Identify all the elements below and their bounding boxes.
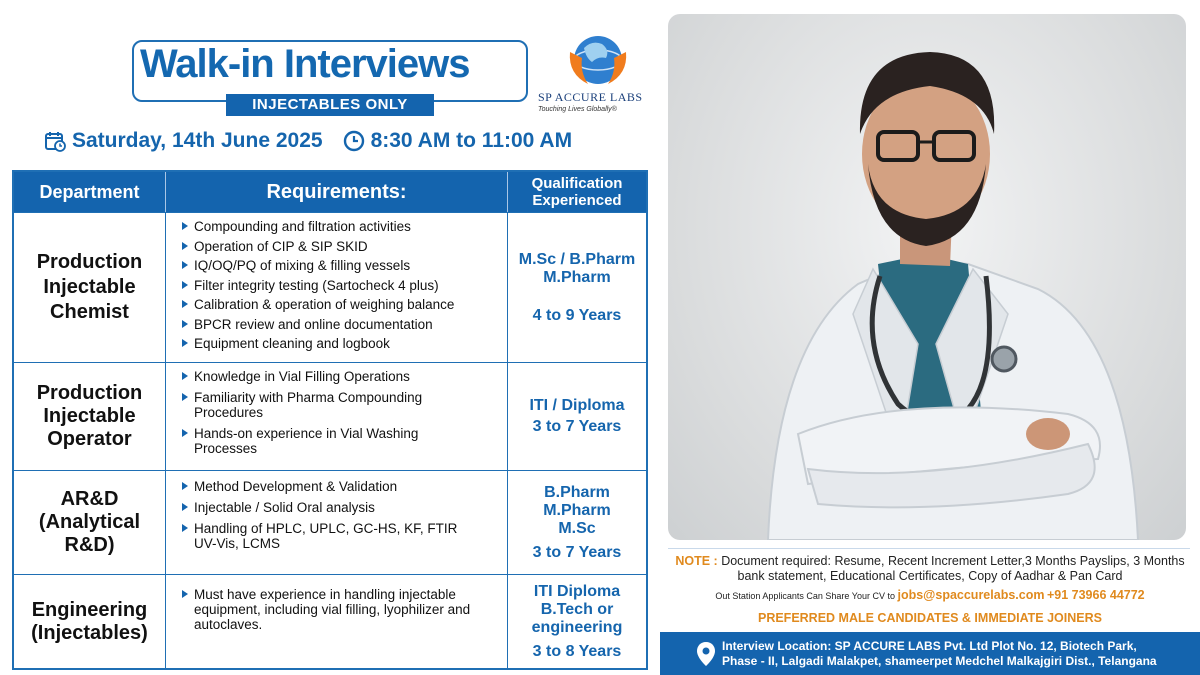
experience-text: 3 to 8 Years	[532, 642, 622, 660]
share-text: Out Station Applicants Can Share Your CV to	[715, 591, 895, 601]
clock-icon	[343, 130, 365, 152]
page-title: Walk-in Interviews	[140, 42, 470, 86]
table-row	[14, 470, 646, 574]
requirement-item: Operation of CIP & SIP SKID	[182, 239, 507, 254]
qualification-cell	[508, 363, 646, 470]
table-row	[14, 362, 646, 470]
qualification-cell	[508, 471, 646, 574]
note-label: NOTE :	[675, 554, 718, 568]
experience-text: 3 to 7 Years	[532, 418, 622, 435]
requirements-cell	[166, 575, 508, 668]
subtitle-banner: INJECTABLES ONLY	[226, 94, 434, 116]
requirement-item: Hands-on experience in Vial Washing Processes	[182, 426, 422, 456]
qualification-text: B.Pharm M.Pharm M.Sc	[543, 483, 611, 537]
department-cell: Engineering (Injectables)	[14, 575, 166, 668]
doctor-photo	[668, 14, 1186, 540]
note-divider	[668, 548, 1190, 549]
table-row	[14, 574, 646, 668]
requirement-item: BPCR review and online documentation	[182, 317, 507, 332]
doctor-illustration	[668, 14, 1186, 540]
requirement-item: Knowledge in Vial Filling Operations	[182, 369, 507, 384]
requirement-item: Familiarity with Pharma Compounding Procedures	[182, 390, 462, 420]
note-text	[668, 554, 1192, 584]
interview-date: Saturday, 14th June 2025	[72, 129, 323, 152]
calendar-icon	[44, 130, 66, 152]
experience-text: 3 to 7 Years	[532, 543, 622, 561]
location-line-1: Interview Location: SP ACCURE LABS Pvt. Ltd Plot No. 12, Biotech Park,	[722, 638, 1137, 653]
requirements-cell	[166, 213, 508, 362]
department-cell: Production Injectable Operator	[14, 363, 166, 470]
location-address	[722, 639, 1157, 669]
requirement-item: Compounding and filtration activities	[182, 219, 507, 234]
requirements-cell	[166, 363, 508, 470]
interview-datetime	[44, 127, 572, 155]
qualification-text: ITI Diploma B.Tech or engineering	[531, 582, 623, 636]
logo-name: SP ACCURE LABS	[538, 90, 643, 104]
requirements-cell	[166, 471, 508, 574]
requirement-item: Handling of HPLC, UPLC, GC-HS, KF, FTIR UV-Vis, LCMS	[182, 521, 482, 551]
qualification-cell	[508, 575, 646, 668]
preferred-candidates: PREFERRED MALE CANDIDATES & IMMEDIATE JOINERS	[757, 611, 1102, 625]
location-pin-icon	[696, 641, 716, 667]
department-cell: Production Injectable Chemist	[14, 213, 166, 362]
requirement-item: Must have experience in handling injectable equipment, including vial filling, lyophilizer and autoclaves.	[182, 587, 492, 632]
qualification-text: M.Sc / B.Pharm M.Pharm	[518, 250, 636, 286]
header-requirements: Requirements:	[166, 172, 508, 212]
location-line-2: Phase - II, Lalgadi Malakpet, shameerpet Medchel Malkajgiri Dist., Telangana	[722, 653, 1157, 668]
requirements-table	[12, 170, 648, 670]
department-cell: AR&D (Analytical R&D)	[14, 471, 166, 574]
header-department: Department	[14, 172, 166, 212]
contact-email[interactable]: jobs@spaccurelabs.com	[897, 588, 1045, 602]
header-qualification: Qualification Experienced	[531, 175, 623, 209]
requirement-item: Calibration & operation of weighing balance	[182, 297, 507, 312]
requirement-item: Equipment cleaning and logbook	[182, 336, 507, 351]
qualification-text: ITI / Diploma	[529, 397, 625, 414]
requirement-item: Injectable / Solid Oral analysis	[182, 500, 507, 515]
qualification-cell	[508, 213, 646, 362]
contact-phone[interactable]: +91 73966 44772	[1046, 588, 1145, 602]
logo-tagline: Touching Lives Globally®	[538, 106, 617, 113]
location-banner	[660, 632, 1200, 675]
requirement-item: Method Development & Validation	[182, 479, 507, 494]
share-cv-line	[668, 588, 1192, 602]
table-row	[14, 212, 646, 362]
interview-time: 8:30 AM to 11:00 AM	[370, 129, 573, 152]
experience-text: 4 to 9 Years	[532, 306, 622, 324]
note-body: Document required: Resume, Recent Increment Letter,3 Months Payslips, 3 Months bank statement, Educational Certificates, Copy of Aadhar & Pan Card	[721, 554, 1185, 583]
requirement-item: IQ/OQ/PQ of mixing & filling vessels	[182, 258, 507, 273]
table-header	[14, 172, 646, 212]
requirement-item: Filter integrity testing (Sartocheck 4 plus)	[182, 278, 507, 293]
